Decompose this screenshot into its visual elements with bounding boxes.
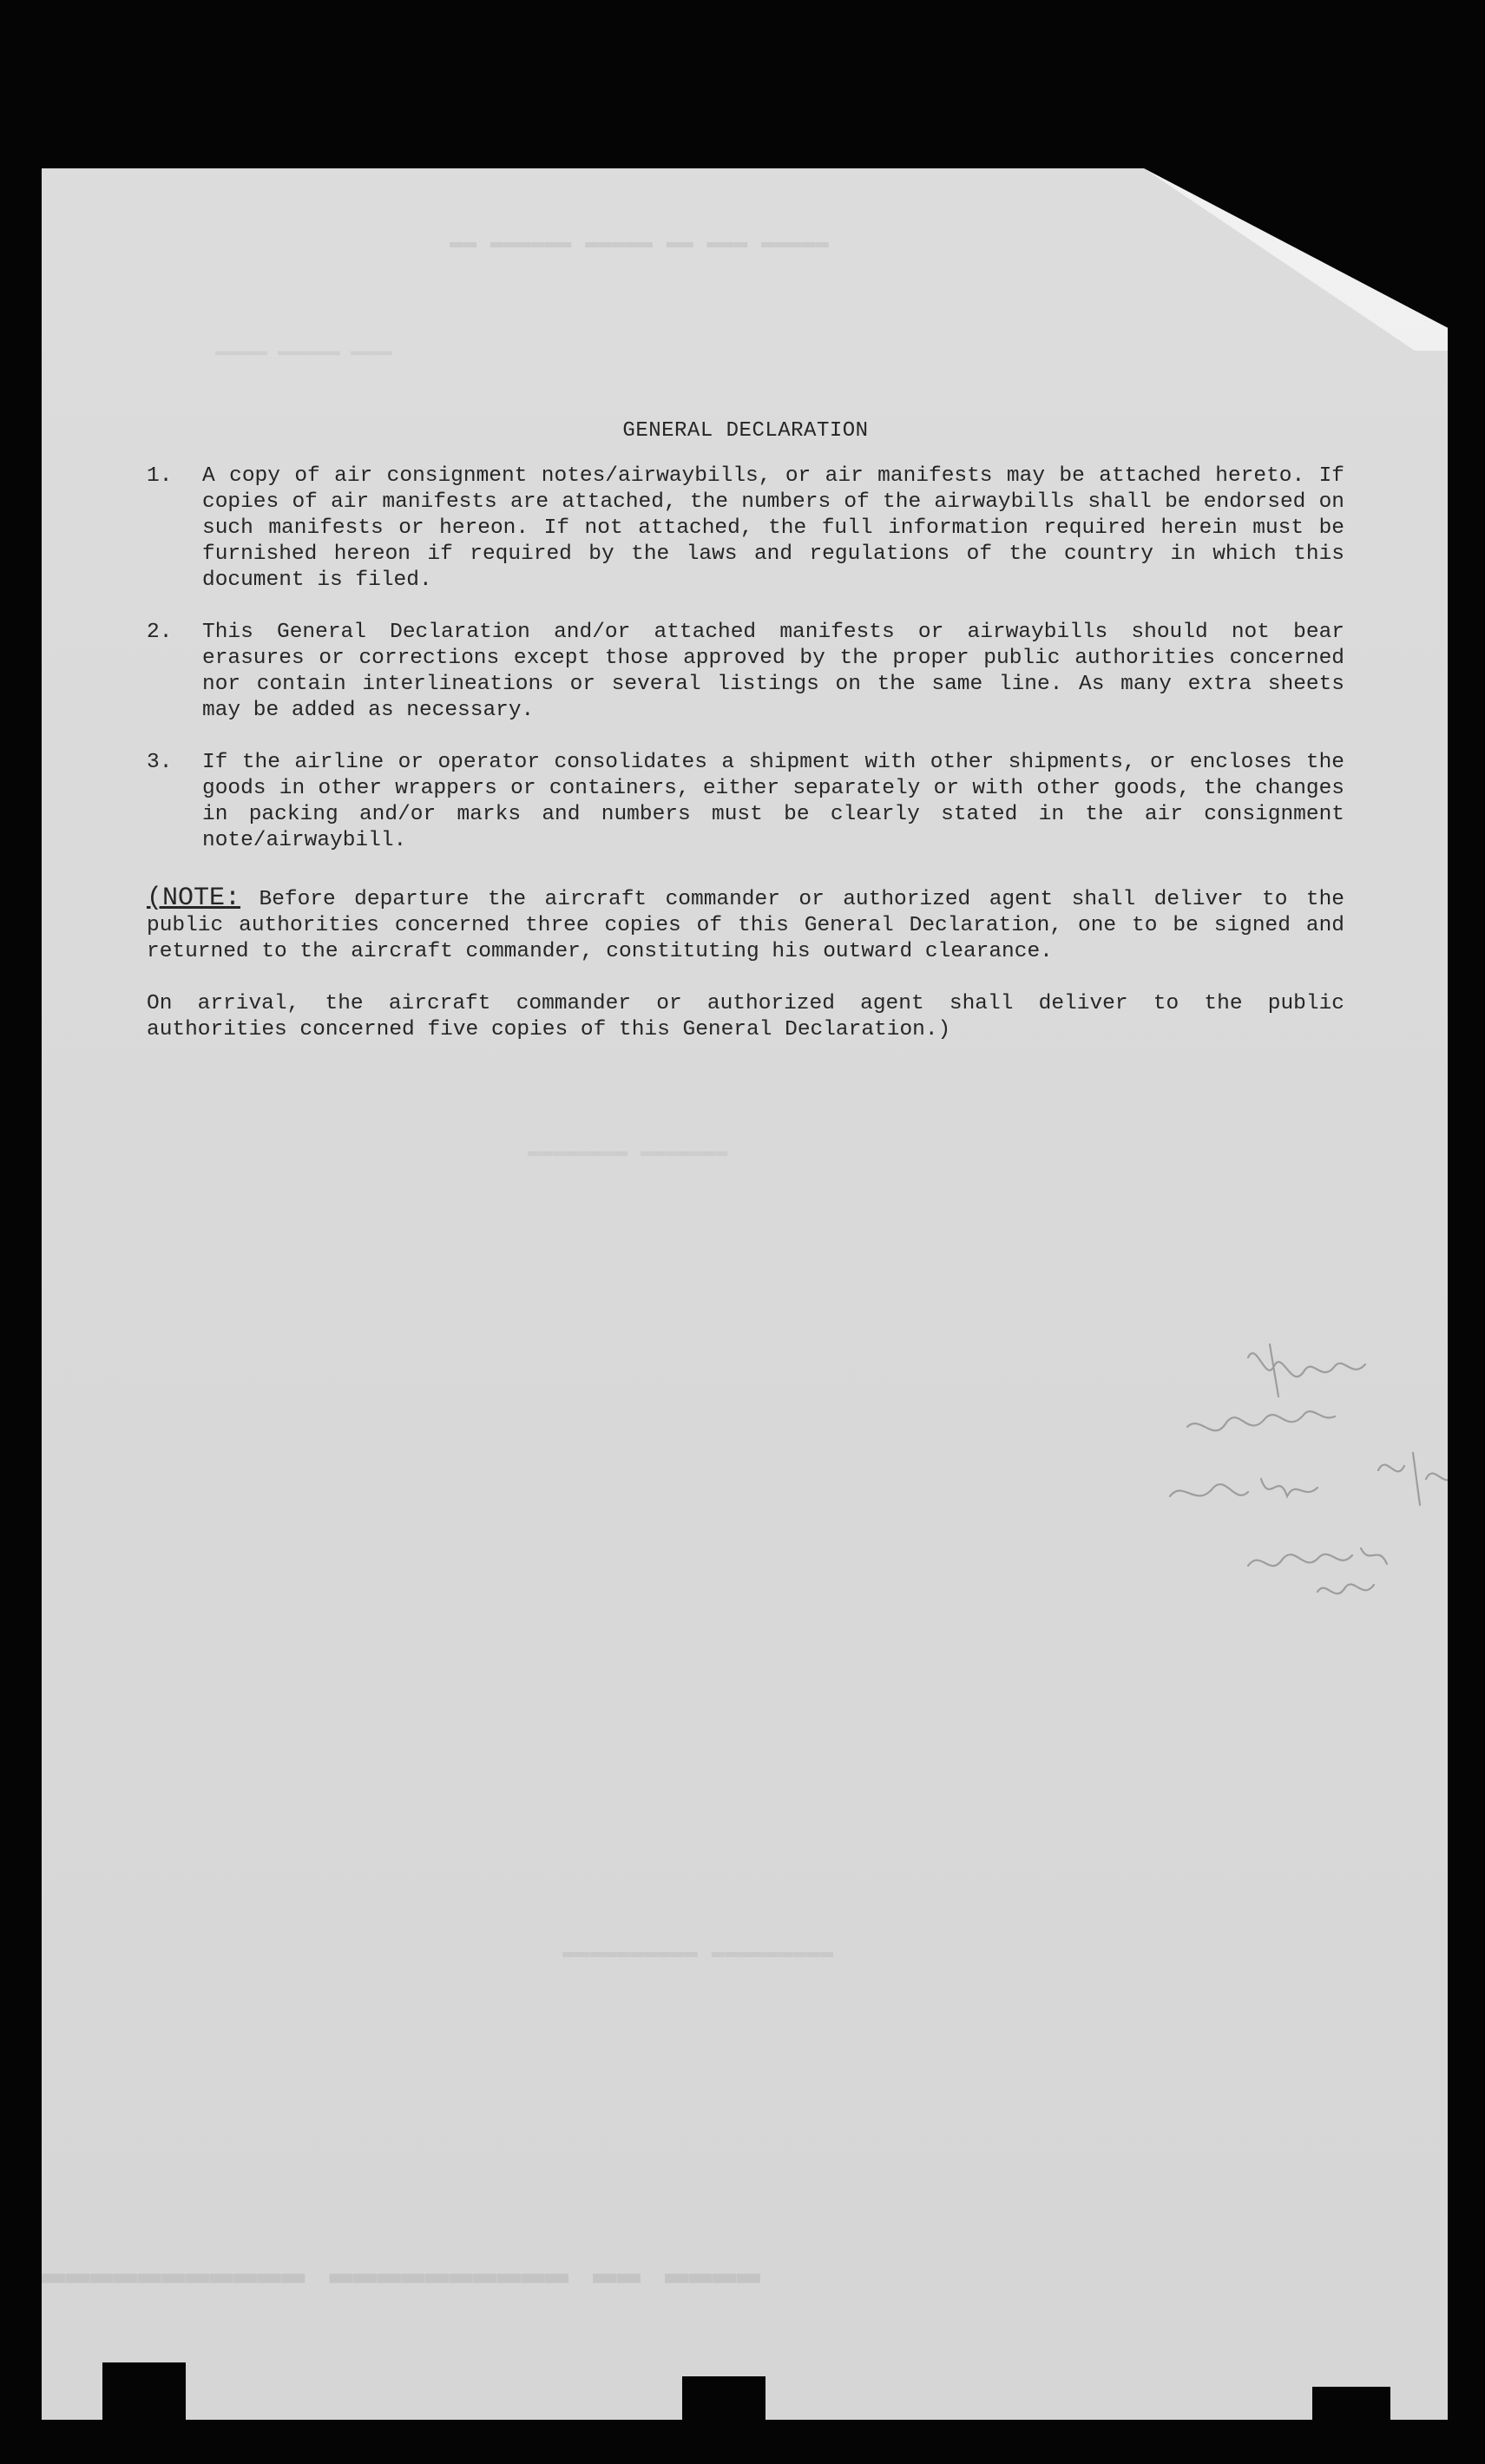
item-number: 3. [147,751,173,774]
item-text: A copy of air consignment notes/airwaybills, or air manifests may be attached hereto. If copies of air manifests are attached, the numbers of the airwaybills shall be endorsed on such manifests or hereon. If not attached, the full information required herein must be furnished hereon if required by the laws and regulations of the country in which this document is filed. [202,464,1344,592]
item-text: If the airline or operator consolidates a shipment with other shipments, or encloses the goods in other wrappers or containers, either separately or with other goods, the changes in packing and/or marks and numbers must be clearly stated in the air consignment note/airwaybill. [202,751,1344,852]
list-item [147,620,1344,724]
scan-tab-center [682,2376,765,2420]
item-text: This General Declaration and/or attached manifests or airwaybills should not bear erasures or corrections except those approved by the proper public authorities concerned nor contain interlineations or several listings on the same line. As many extra sheets may be added as necessary. [202,621,1344,722]
note-label: (NOTE: [147,884,241,913]
bleed-through-lower: ▬▬▬▬▬▬▬▬▬ ▬▬▬▬▬▬▬▬▬▬ [562,1939,834,1965]
document-page [42,168,1448,2420]
bleed-through-heading: ▬▬▬▬▬ ▬▬▬ ▬▬ ▬▬▬▬▬ ▬▬▬▬▬▬ ▬▬ [450,229,829,255]
bleed-through-block: ▬▬▬▬ ▬▬▬▬▬▬ ▬▬▬▬▬ [215,342,393,362]
handwritten-signature [1118,1331,1448,1618]
item-number: 1. [147,464,173,488]
page-title: GENERAL DECLARATION [622,419,869,443]
note-text: Before departure the aircraft commander or authorized agent shall deliver to the public authorities concerned three copies of this General Declaration, one to be signed and returned to the aircraft commander, constituting his outward clearance. [147,888,1344,963]
list-item [147,463,1344,594]
bleed-through-bottom: ▬▬▬▬ ▬▬ ▬▬▬▬▬▬▬▬▬▬ ▬▬▬▬▬▬▬▬▬▬▬ [42,2251,761,2296]
item-number: 2. [147,621,173,644]
note-paragraph [147,885,1344,965]
bleed-through-middle: ▬▬▬▬▬▬▬ ▬▬▬▬▬▬▬▬ [528,1140,728,1164]
declaration-text [147,418,1344,1043]
list-item [147,750,1344,854]
scan-tab-right [1312,2387,1390,2420]
arrival-paragraph: On arrival, the aircraft commander or authorized agent shall deliver to the public authorities concerned five copies of this General Declaration.) [147,992,1344,1041]
scan-tab-left [102,2362,186,2420]
